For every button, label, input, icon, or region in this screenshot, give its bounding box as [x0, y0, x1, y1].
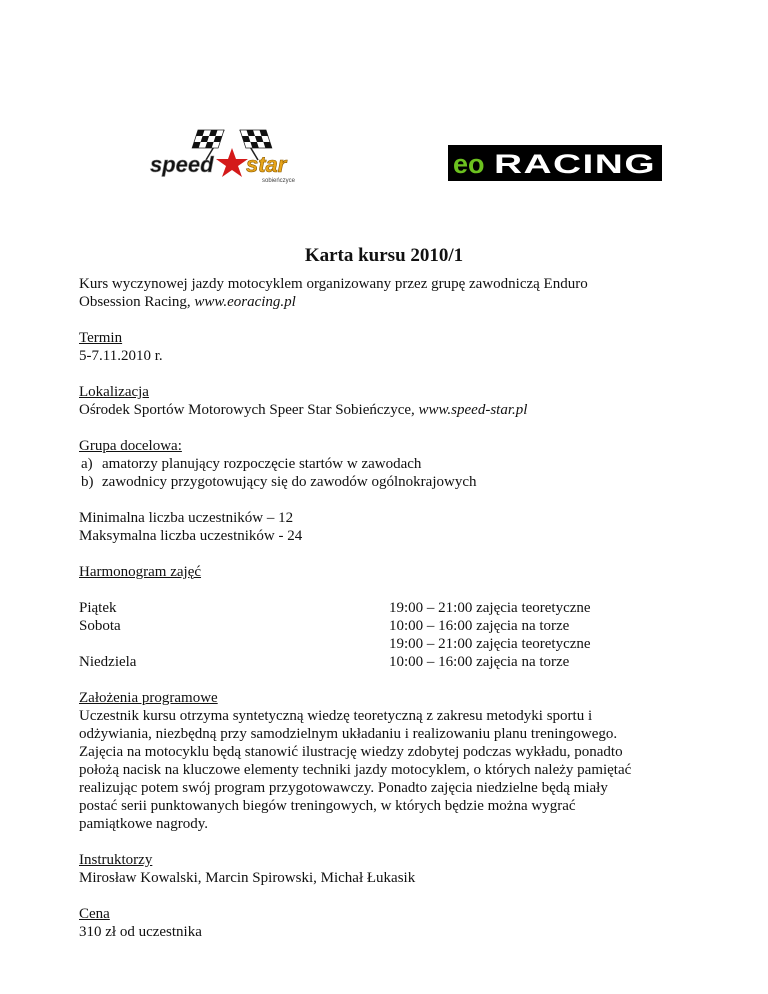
zalozenia-heading: Założenia programowe [79, 690, 218, 706]
termin-value: 5-7.11.2010 r. [79, 348, 163, 364]
eoracing-link[interactable]: www.eoracing.pl [194, 294, 296, 310]
schedule-day: Niedziela [79, 654, 137, 670]
eoracing-logo-text-a: eo [453, 149, 485, 179]
list-item-text: zawodnicy przygotowujący się do zawodów ogólnokrajowych [102, 474, 477, 490]
list-marker: a) [81, 456, 93, 472]
speed-star-logo [146, 126, 316, 188]
liczba-section [79, 509, 699, 545]
red-star-icon [216, 148, 248, 177]
lokalizacja-section [79, 383, 699, 419]
list-item [79, 473, 699, 491]
harmonogram-heading: Harmonogram zajęć [79, 564, 202, 580]
grupa-heading: Grupa docelowa: [79, 438, 182, 454]
min-participants: Minimalna liczba uczestników – 12 [79, 510, 294, 526]
intro-paragraph [79, 275, 699, 311]
schedule-activity: 19:00 – 21:00 zajęcia teoretyczne [389, 600, 591, 616]
eoracing-logo [448, 145, 662, 181]
lokalizacja-value [79, 401, 699, 419]
speed-star-link[interactable]: www.speed-star.pl [418, 402, 528, 418]
intro-line-2-text: Obsession Racing, [79, 294, 195, 310]
max-participants: Maksymalna liczba uczestników - 24 [79, 528, 303, 544]
cena-section [79, 905, 699, 941]
intro-line-2 [79, 293, 699, 311]
schedule-activity: 10:00 – 16:00 zajęcia na torze [389, 618, 570, 634]
speed-star-logo-text-a: speed [150, 152, 214, 177]
termin-heading: Termin [79, 330, 123, 346]
zalozenia-section [79, 689, 699, 833]
page-title: Karta kursu 2010/1 [304, 245, 464, 266]
instruktorzy-heading: Instruktorzy [79, 852, 153, 868]
list-item [79, 455, 699, 473]
cena-value: 310 zł od uczestnika [79, 924, 202, 940]
schedule-table [79, 599, 699, 671]
instruktorzy-section [79, 851, 699, 887]
schedule-day: Sobota [79, 618, 121, 634]
grupa-list [79, 455, 699, 491]
instruktorzy-value: Mirosław Kowalski, Marcin Spirowski, Michał Łukasik [79, 870, 416, 886]
list-item-text: amatorzy planujący rozpoczęcie startów w zawodach [102, 456, 422, 472]
schedule-activity: 19:00 – 21:00 zajęcia teoretyczne [389, 636, 591, 652]
harmonogram-heading-block [79, 563, 699, 581]
lokalizacja-text: Ośrodek Sportów Motorowych Speer Star Sobieńczyce, [79, 402, 419, 418]
grupa-section [79, 437, 699, 491]
schedule-activity: 10:00 – 16:00 zajęcia na torze [389, 654, 570, 670]
zalozenia-line: Uczestnik kursu otrzyma syntetyczną wiedzę teoretyczną z zakresu metodyki sportu i [79, 708, 593, 724]
termin-section [79, 329, 699, 365]
zalozenia-line: realizując potem swój program przygotowawczy. Ponadto zajęcia niedzielne będą miały [79, 780, 608, 796]
list-marker: b) [81, 474, 94, 490]
zalozenia-line: odżywiania, niezbędną przy samodzielnym układaniu i realizowaniu planu treningowego. [79, 726, 618, 742]
zalozenia-line: Zajęcia na motocyklu będą stanowić ilustrację wiedzy zdobytej podczas wykładu, ponadto [79, 744, 623, 760]
zalozenia-line: postać serii punktowanych biegów treningowych, w których będzie można wygrać [79, 798, 576, 814]
zalozenia-line: pamiątkowe nagrody. [79, 816, 208, 832]
zalozenia-line: położą nacisk na kluczowe elementy techniki jazdy motocyklem, o których należy pamiętać [79, 762, 632, 778]
schedule-day: Piątek [79, 600, 117, 616]
lokalizacja-heading: Lokalizacja [79, 384, 149, 400]
cena-heading: Cena [79, 906, 110, 922]
eoracing-logo-text-b: RACING [494, 149, 656, 179]
speed-star-logo-sub: sobieńczyce [262, 178, 296, 184]
speed-star-logo-text-b: star [246, 152, 287, 177]
document-body [79, 275, 699, 959]
intro-line-1: Kurs wyczynowej jazdy motocyklem organizowany przez grupę zawodniczą Enduro [79, 276, 588, 292]
